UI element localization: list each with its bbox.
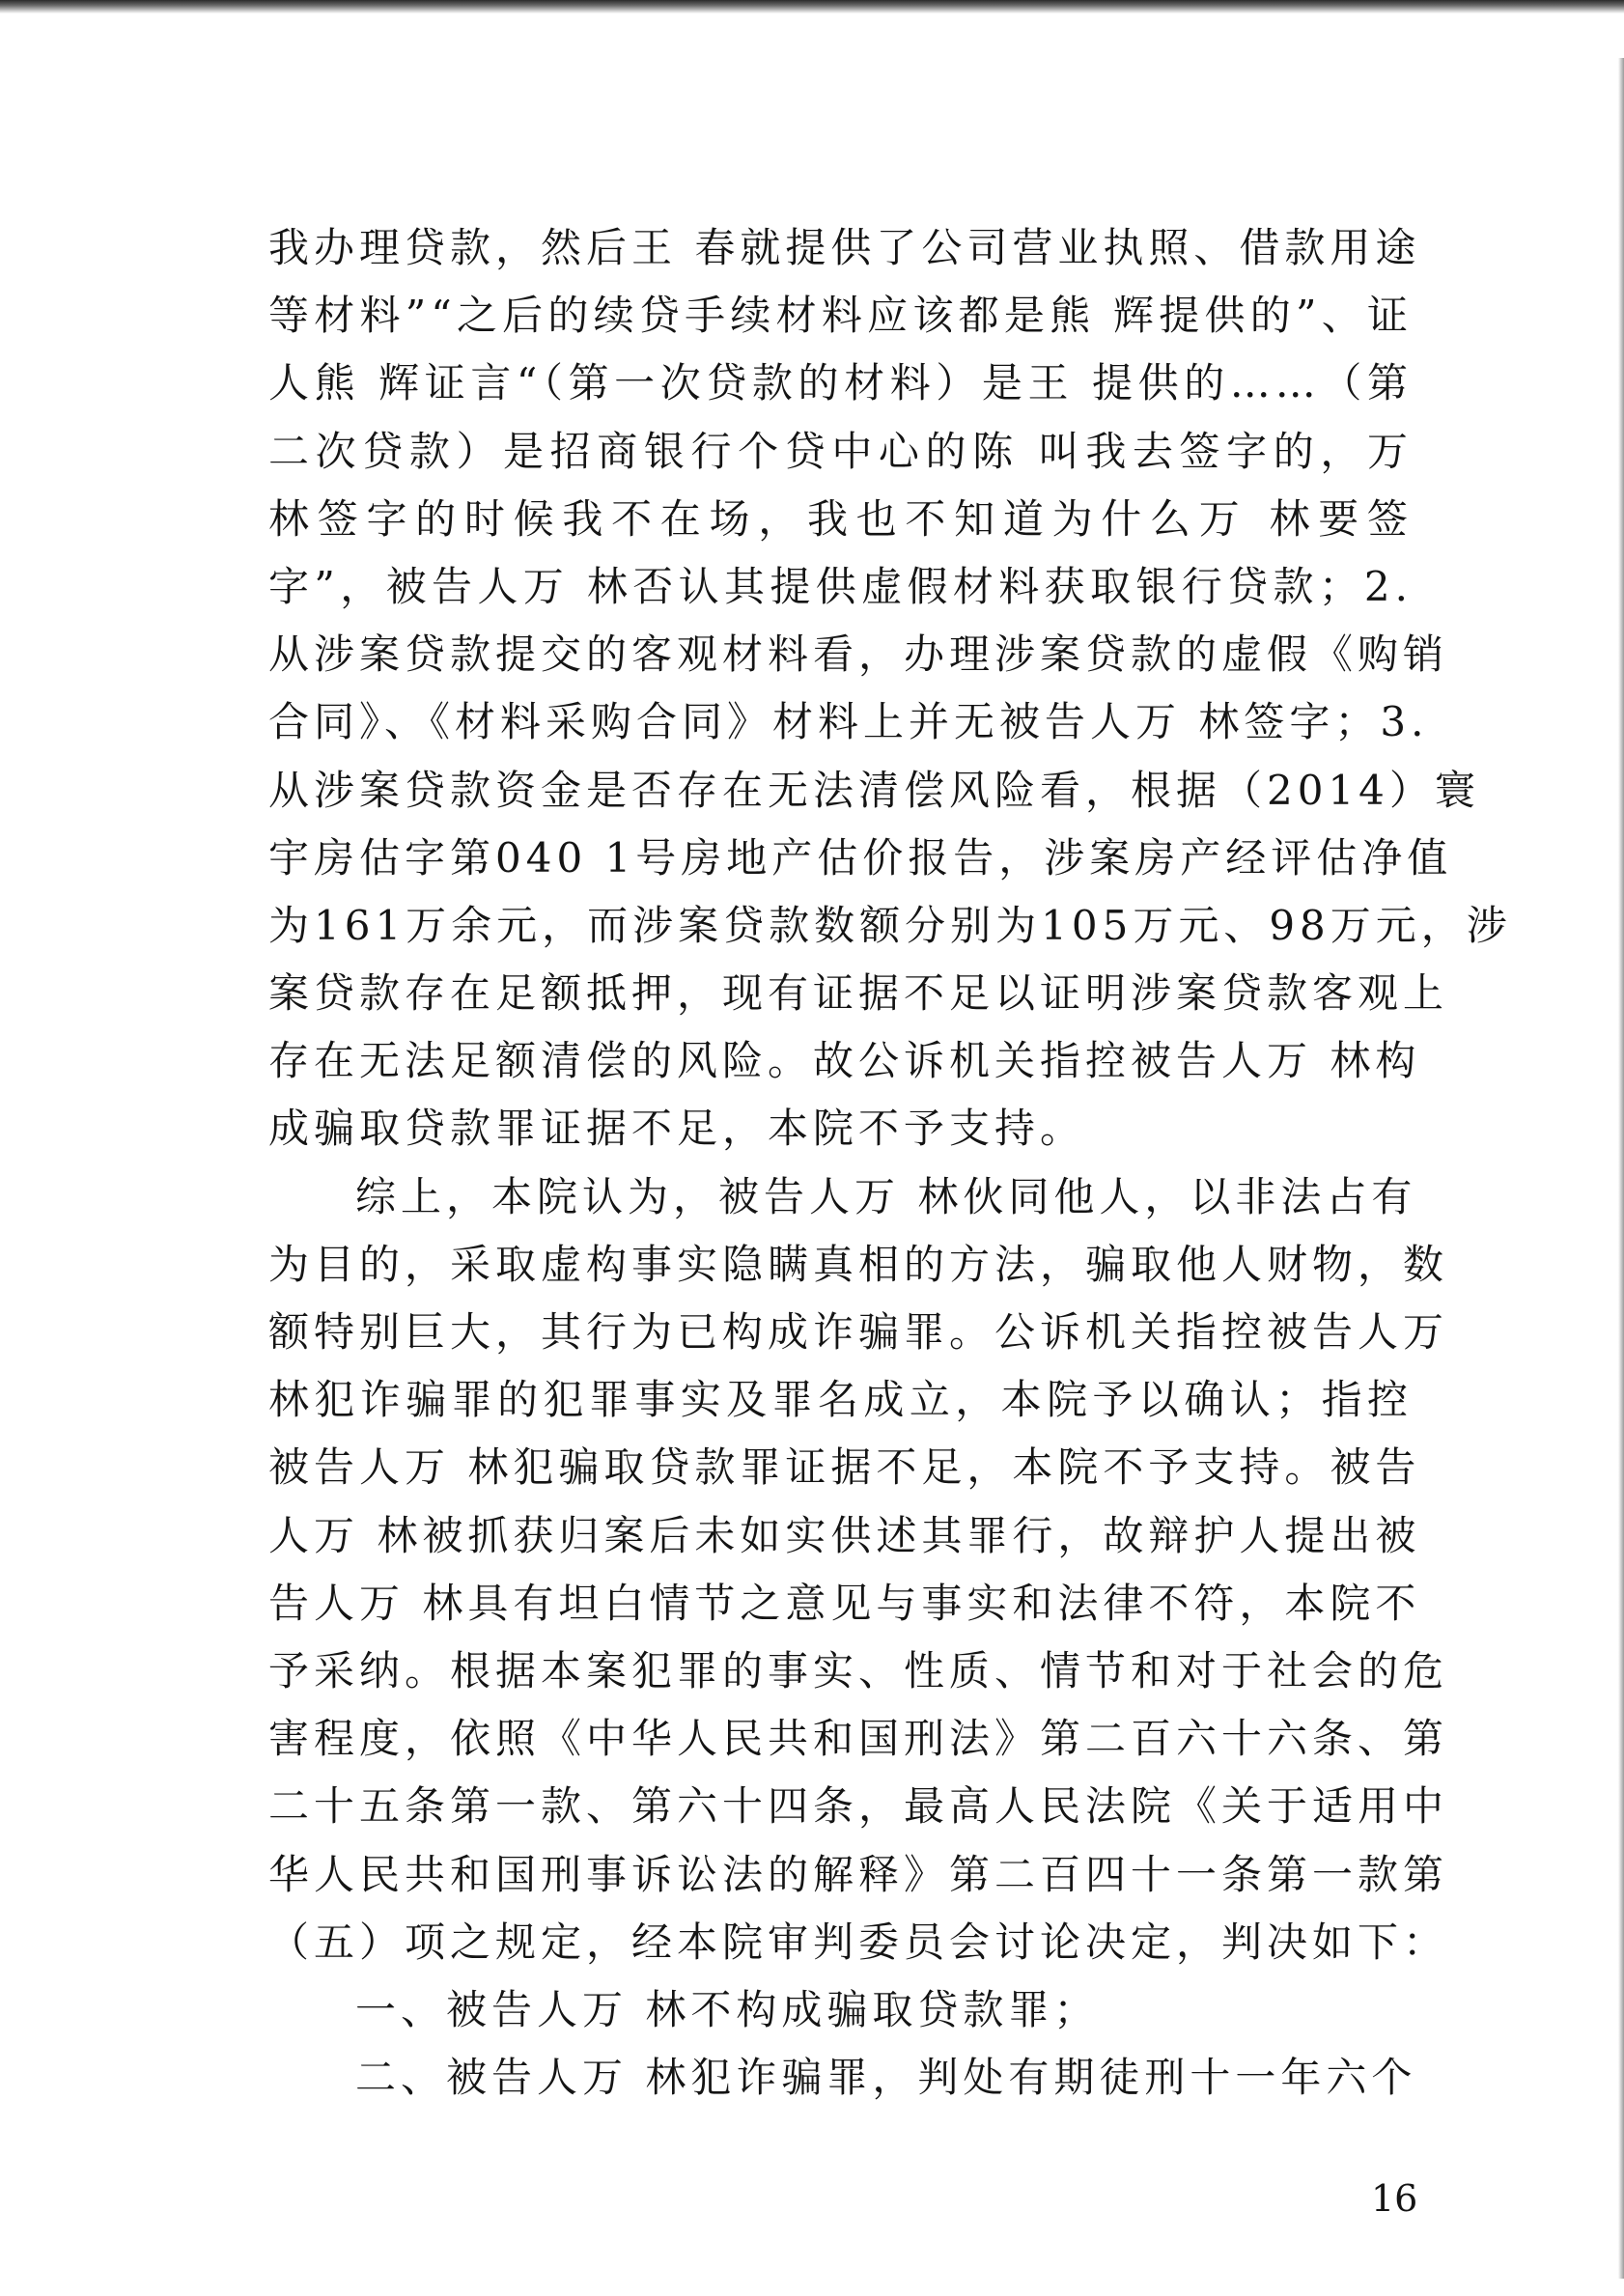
text-line: 害程度，依照《中华人民共和国刑法》第二百六十六条、第 <box>268 1715 1449 1763</box>
text-line: 从涉案贷款资金是否存在无法清偿风险看，根据（2014）寰 <box>268 766 1480 814</box>
text-line: 从涉案贷款提交的客观材料看，办理涉案贷款的虚假《购销 <box>268 630 1449 679</box>
text-line: 综上，本院认为，被告人万 林伙同他人，以非法占有 <box>355 1172 1417 1220</box>
text-line: 二十五条第一款、第六十四条，最高人民法院《关于适用中 <box>268 1782 1449 1831</box>
text-line: 二次贷款）是招商银行个贷中心的陈 叫我去签字的，万 <box>268 427 1413 475</box>
text-line: 二、被告人万 林犯诈骗罪，判处有期徒刑十一年六个 <box>355 2054 1417 2102</box>
text-line: 为161万余元，而涉案贷款数额分别为105万元、98万元，涉 <box>268 901 1512 949</box>
text-line: 被告人万 林犯骗取贷款罪证据不足，本院不予支持。被告 <box>268 1443 1421 1492</box>
text-line: 字”，被告人万 林否认其提供虚假材料获取银行贷款；2. <box>268 562 1413 610</box>
scan-edge-right <box>1618 58 1624 2279</box>
text-line: 林犯诈骗罪的犯罪事实及罪名成立，本院予以确认；指控 <box>268 1376 1413 1424</box>
page-number: 16 <box>1371 2177 1418 2220</box>
text-line: （五）项之规定，经本院审判委员会讨论决定，判决如下： <box>268 1918 1449 1966</box>
text-line: 人熊 辉证言“（第一次贷款的材料）是王 提供的……（第 <box>268 359 1413 407</box>
text-line: 成骗取贷款罪证据不足，本院不予支持。 <box>268 1105 1086 1153</box>
text-line: 案贷款存在足额抵押，现有证据不足以证明涉案贷款客观上 <box>268 969 1449 1018</box>
text-line: 额特别巨大，其行为已构成诈骗罪。公诉机关指控被告人万 <box>268 1308 1449 1356</box>
scan-edge-top <box>0 0 1624 14</box>
text-line: 合同》、《材料采购合同》材料上并无被告人万 林签字；3. <box>268 698 1429 746</box>
text-line: 一、被告人万 林不构成骗取贷款罪； <box>355 1985 1100 2033</box>
text-line: 予采纳。根据本案犯罪的事实、性质、情节和对于社会的危 <box>268 1646 1449 1694</box>
judgment-text-body <box>268 214 1512 2112</box>
text-line: 人万 林被抓获归案后未如实供述其罪行，故辩护人提出被 <box>268 1511 1421 1559</box>
text-line: 宇房估字第040 1号房地产估价报告，涉案房产经评估净值 <box>268 833 1453 882</box>
text-line: 存在无法足额清偿的风险。故公诉机关指控被告人万 林构 <box>268 1037 1421 1085</box>
text-line: 告人万 林具有坦白情节之意见与事实和法律不符，本院不 <box>268 1579 1421 1627</box>
text-line: 等材料”“之后的续贷手续材料应该都是熊 辉提供的”、证 <box>268 292 1413 340</box>
text-line: 华人民共和国刑事诉讼法的解释》第二百四十一条第一款第 <box>268 1850 1449 1898</box>
text-line: 为目的，采取虚构事实隐瞒真相的方法，骗取他人财物，数 <box>268 1240 1449 1288</box>
text-line: 我办理贷款，然后王 春就提供了公司营业执照、借款用途 <box>268 224 1421 271</box>
text-line: 林签字的时候我不在场，我也不知道为什么万 林要签 <box>268 494 1413 543</box>
